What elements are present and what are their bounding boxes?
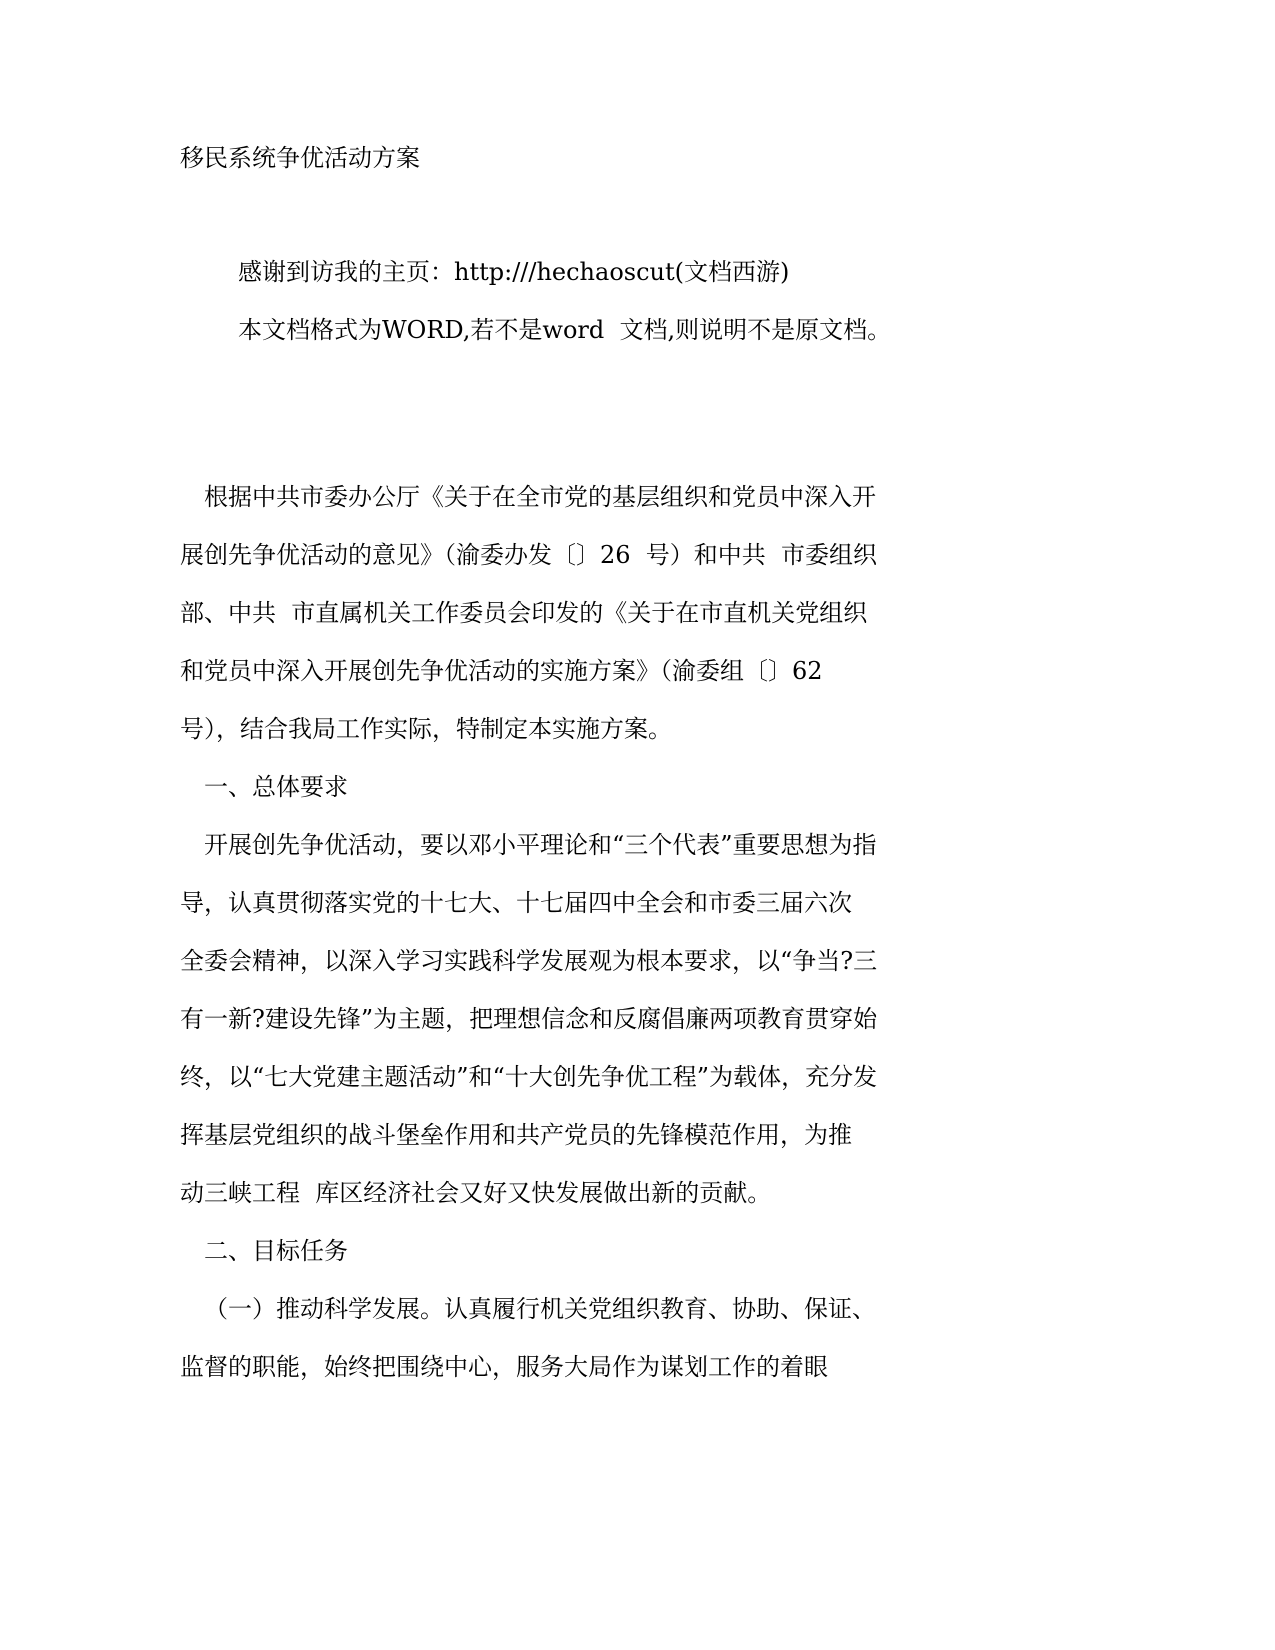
body-line: 有一新?建设先锋”为主题，把理想信念和反腐倡廉两项教育贯穿始	[180, 1005, 878, 1033]
body-line: 号），结合我局工作实际，特制定本实施方案。	[180, 715, 672, 743]
body-line: 终，以“七大党建主题活动”和“十大创先争优工程”为载体，充分发	[180, 1063, 878, 1091]
body-line: 展创先争优活动的意见》（渝委办发〔〕26 号）和中共 市委组织	[180, 541, 878, 569]
section-heading: 二、目标任务	[204, 1237, 348, 1265]
body-line: 动三峡工程 库区经济社会又好又快发展做出新的贡献。	[180, 1179, 772, 1207]
section-heading: 一、总体要求	[204, 773, 348, 801]
body-line: 全委会精神，以深入学习实践科学发展观为根本要求，以“争当?三	[180, 947, 878, 975]
body-line: 根据中共市委办公厅《关于在全市党的基层组织和党员中深入开	[204, 483, 876, 511]
body-line: 和党员中深入开展创先争优活动的实施方案》（渝委组〔〕62	[180, 657, 823, 685]
body-line: （一）推动科学发展。认真履行机关党组织教育、协助、保证、	[204, 1295, 876, 1323]
body-line: 监督的职能，始终把围绕中心，服务大局作为谋划工作的着眼	[180, 1353, 828, 1381]
document-title: 移民系统争优活动方案	[180, 144, 420, 172]
homepage-note: 感谢到访我的主页：http:///hechaoscut(文档西游)	[238, 258, 790, 286]
body-line: 导，认真贯彻落实党的十七大、十七届四中全会和市委三届六次	[180, 889, 852, 917]
body-line: 挥基层党组织的战斗堡垒作用和共产党员的先锋模范作用，为推	[180, 1121, 852, 1149]
body-line: 开展创先争优活动，要以邓小平理论和“三个代表”重要思想为指	[204, 831, 877, 859]
body-line: 部、中共 市直属机关工作委员会印发的《关于在市直机关党组织	[180, 599, 868, 627]
format-note: 本文档格式为WORD,若不是word 文档,则说明不是原文档。	[238, 316, 892, 344]
